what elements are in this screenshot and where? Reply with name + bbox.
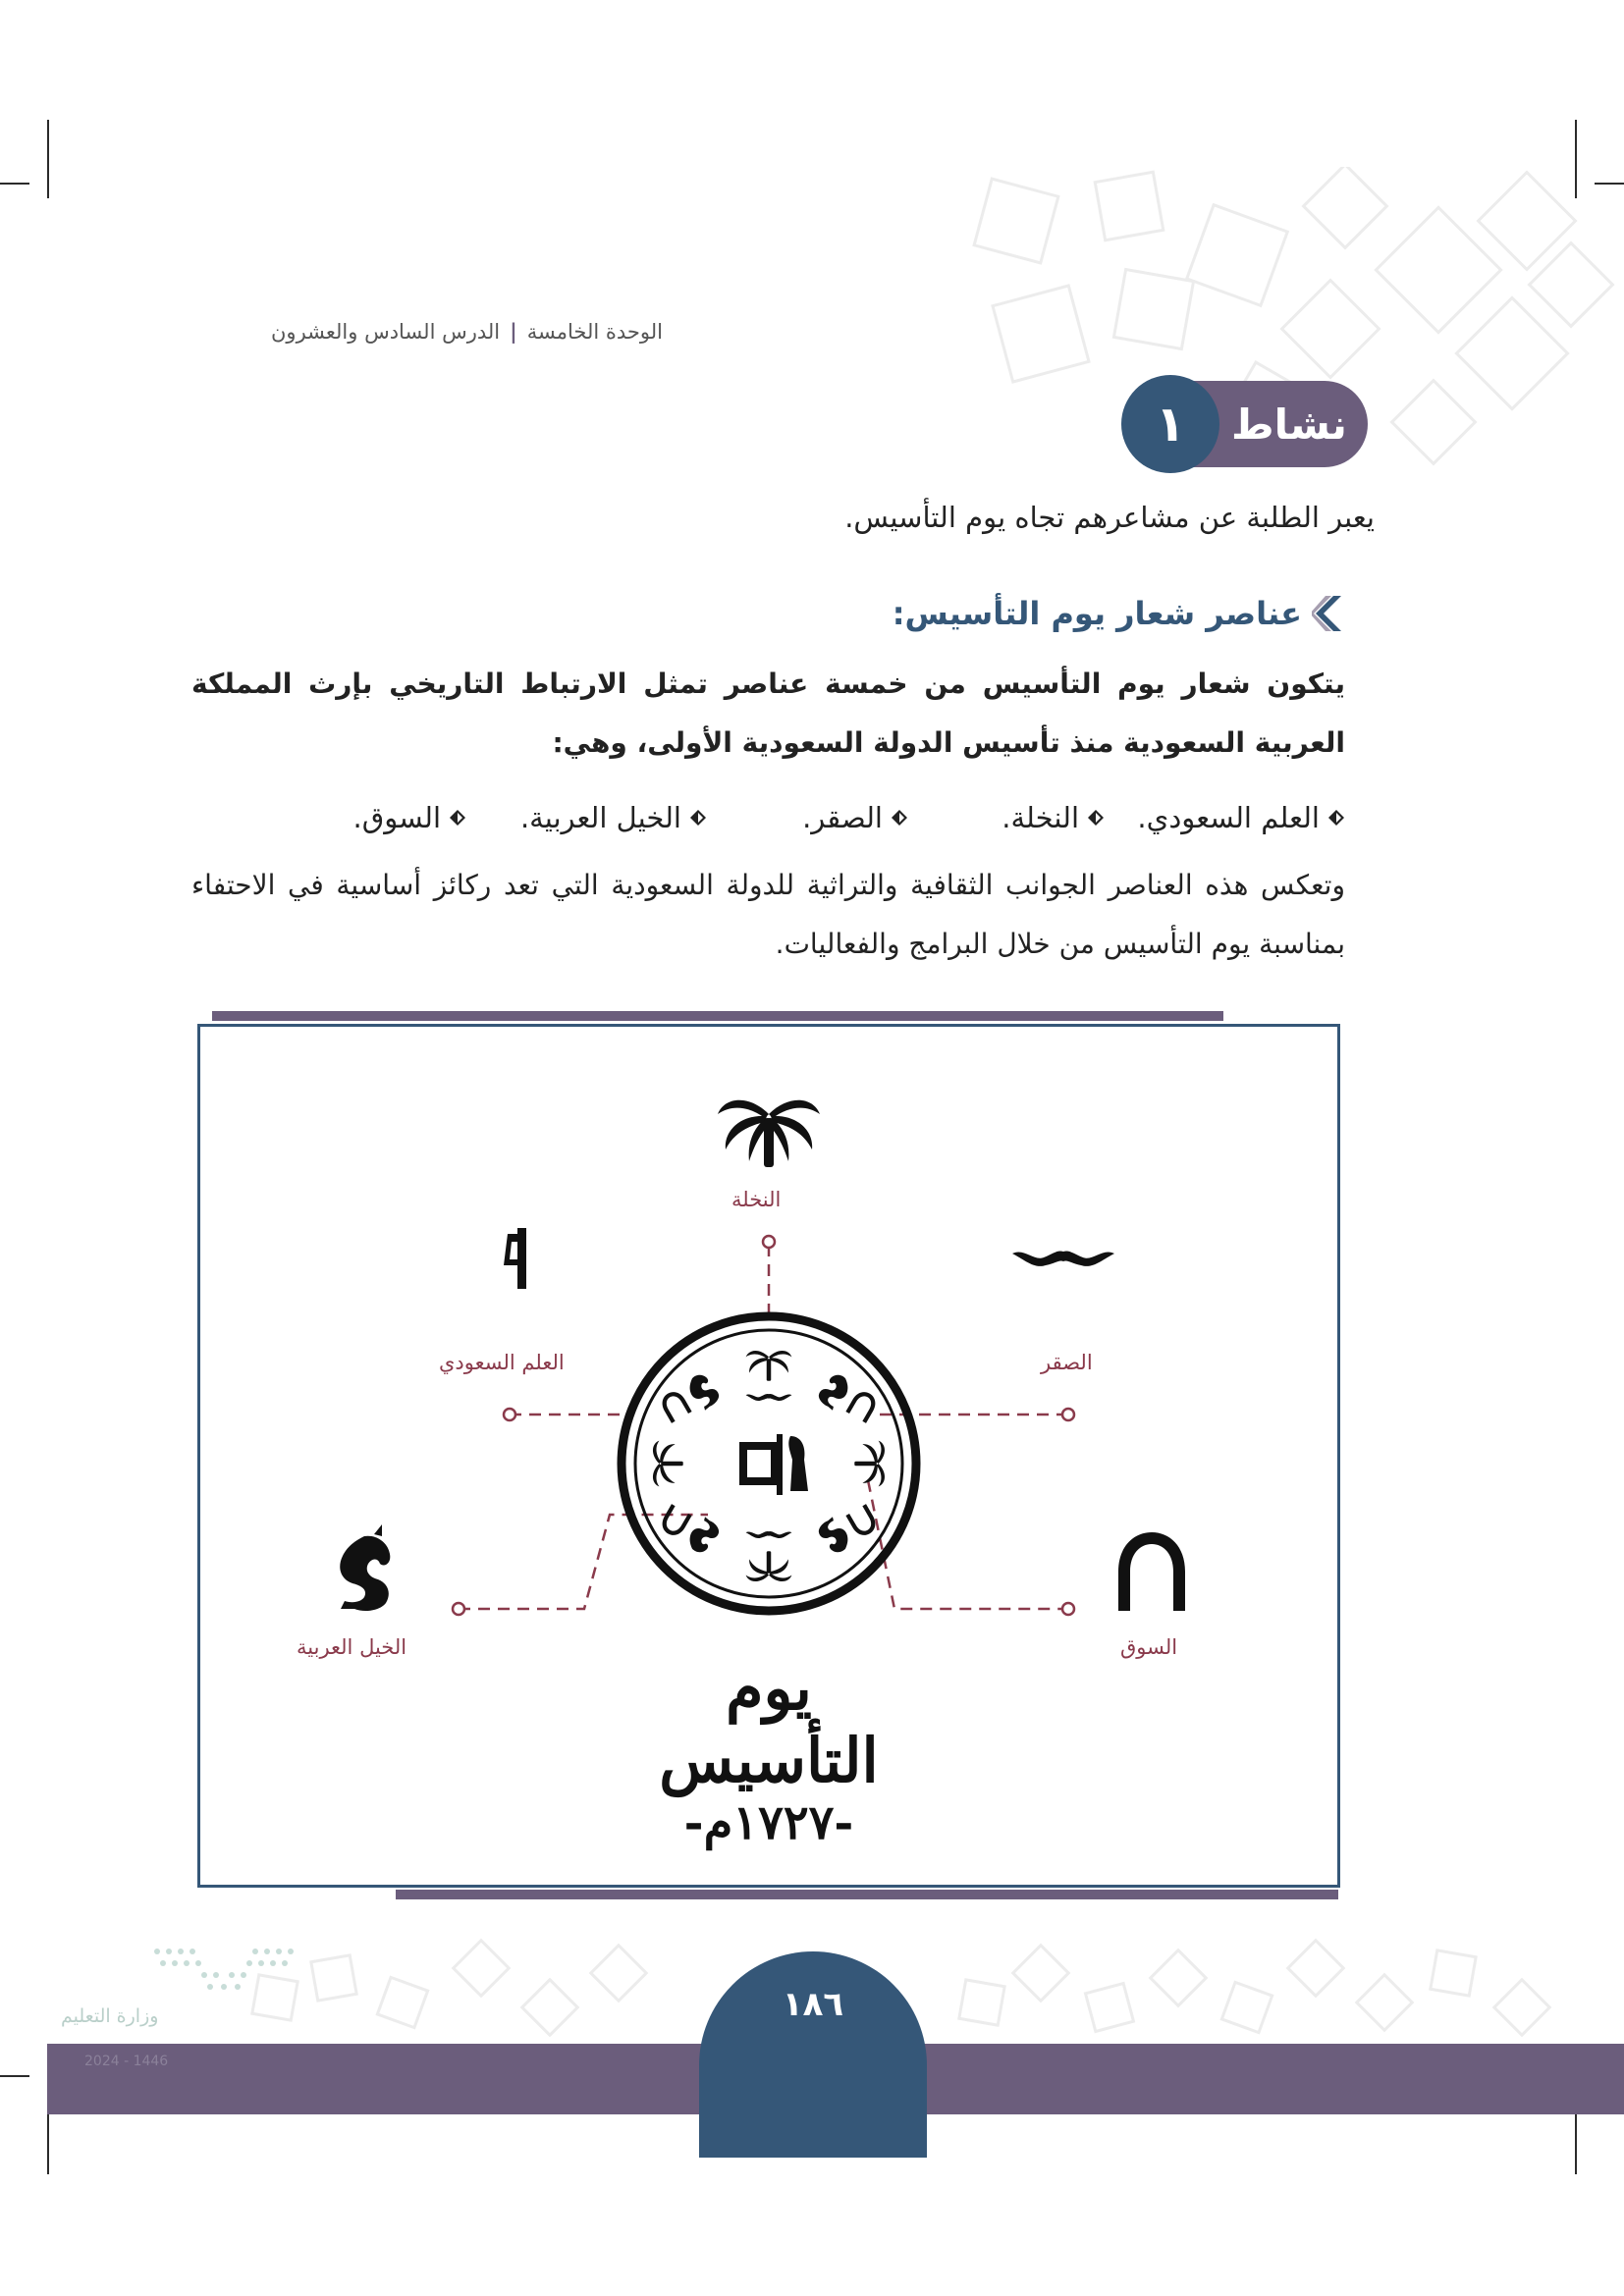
svg-text:التأسيس: التأسيس <box>659 1725 879 1796</box>
flag-icon <box>504 1228 526 1289</box>
list-item: السوق. <box>353 801 466 834</box>
diamond-bullet-icon <box>1087 809 1105 827</box>
section-heading <box>884 589 1345 638</box>
crop-mark <box>0 183 29 185</box>
activity-instruction: يعبر الطلبة عن مشاعرهم تجاه يوم التأسيس. <box>844 501 1375 534</box>
diamond-bullet-icon <box>1327 809 1345 827</box>
label-horse: الخيل العربية <box>297 1635 407 1659</box>
foundation-day-emblem <box>622 1316 916 1611</box>
horse-icon <box>340 1524 390 1611</box>
header-separator: | <box>510 320 517 344</box>
label-market: السوق <box>1120 1635 1178 1659</box>
paragraph-logo-intro: يتكون شعار يوم التأسيس من خمسة عناصر تمثل الارتباط التاريخي بإرث المملكة العربية السعودية منذ تأسيس الدولة السعودية الأولى، وهي: <box>191 667 1345 759</box>
lesson-label: الدرس السادس والعشرون <box>271 320 501 344</box>
label-flag: العلم السعودي <box>439 1351 565 1374</box>
list-item: الصقر. <box>707 801 908 834</box>
footer-pattern <box>236 1929 1624 2047</box>
crop-mark <box>47 120 49 198</box>
list-item: النخلة. <box>908 801 1105 834</box>
frame-accent-top <box>212 1011 1223 1021</box>
ministry-name: وزارة التعليم <box>61 2005 159 2027</box>
double-chevron-icon <box>1312 594 1345 633</box>
diamond-bullet-icon <box>689 809 707 827</box>
list-item: الخيل العربية. <box>466 801 707 834</box>
diamond-bullet-icon <box>449 809 466 827</box>
frame-accent-bottom <box>396 1890 1338 1899</box>
edition-year: 2024 - 1446 <box>84 2054 169 2069</box>
activity-number: ١ <box>1121 375 1219 473</box>
falcon-icon <box>1012 1251 1114 1265</box>
foundation-day-wordmark <box>659 1652 878 1851</box>
palm-icon <box>718 1100 820 1167</box>
crop-mark <box>0 2075 29 2077</box>
label-palm: النخلة <box>731 1188 782 1211</box>
unit-lesson-header <box>191 320 663 344</box>
svg-text:يوم: يوم <box>726 1652 812 1724</box>
activity-label: نشاط <box>1231 400 1347 449</box>
paragraph-logo-meaning: وتعكس هذه العناصر الجوانب الثقافية والتراثية للدولة السعودية التي تعد ركائز أساسية في الاحتفاء بمناسبة يوم التأسيس من خلال البرامج والفعاليات. <box>191 869 1345 960</box>
elements-list <box>191 790 1345 845</box>
unit-label: الوحدة الخامسة <box>526 320 663 344</box>
label-falcon: الصقر <box>1041 1351 1093 1374</box>
page-number: ١٨٦ <box>782 1985 844 2024</box>
ministry-logo-icon <box>147 1942 304 2001</box>
svg-text:-١٧٢٧م-: -١٧٢٧م- <box>683 1795 854 1850</box>
diamond-bullet-icon <box>891 809 908 827</box>
list-item: العلم السعودي. <box>1105 801 1345 834</box>
market-icon <box>1118 1532 1185 1611</box>
section-heading-text: عناصر شعار يوم التأسيس: <box>892 595 1302 632</box>
logo-diagram <box>197 1024 1340 1888</box>
